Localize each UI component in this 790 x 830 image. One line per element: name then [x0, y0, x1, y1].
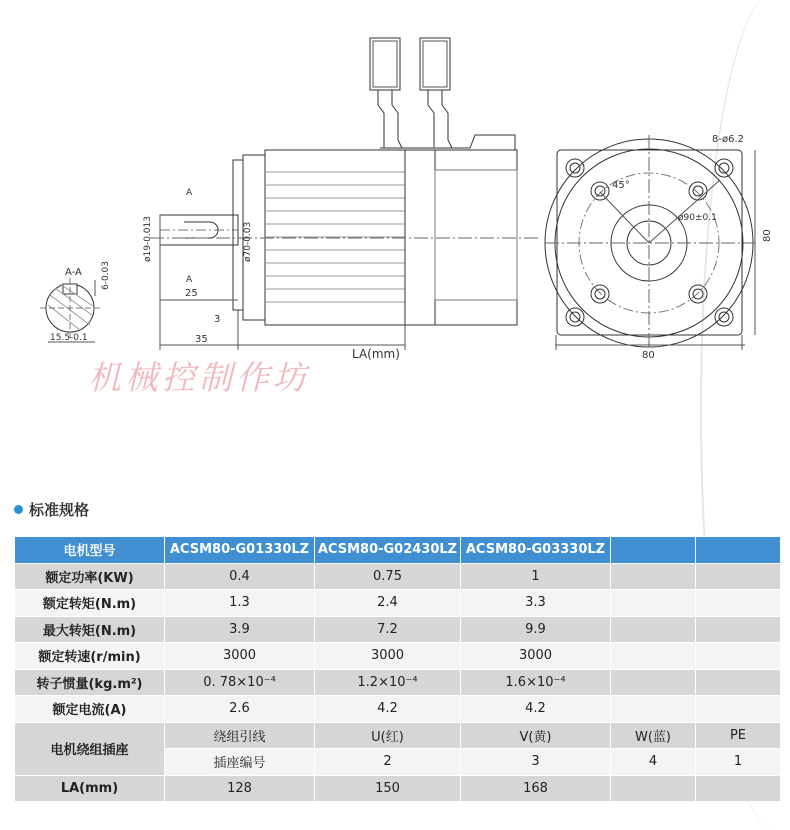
cell: 3.3 [461, 590, 611, 617]
cell: 0.4 [165, 563, 315, 590]
header-model-3: ACSM80-G03330LZ [461, 537, 611, 564]
cell: 3000 [461, 643, 611, 670]
cell: 绕组引线 [165, 722, 315, 749]
dim-section-label: A-A [65, 267, 82, 278]
cell: 3 [461, 749, 611, 776]
cell: U(红) [315, 722, 461, 749]
dimension-labels [50, 134, 773, 361]
row-label: 转子惯量(kg.m²) [15, 669, 165, 696]
dim-angle: 45° [612, 180, 630, 191]
cell: 1 [461, 563, 611, 590]
cell: V(黄) [461, 722, 611, 749]
dim-width: 80 [642, 350, 655, 361]
header-label: 电机型号 [15, 537, 165, 564]
cell [611, 563, 696, 590]
dim-shaft-depth: 15.5-0.1 [50, 333, 88, 343]
cell: 4.2 [315, 696, 461, 723]
cell [611, 775, 696, 802]
table-row [15, 643, 781, 670]
cell: 150 [315, 775, 461, 802]
table-row [15, 696, 781, 723]
cell: 1.2×10⁻⁴ [315, 669, 461, 696]
dim-spigot: ø70-0.03 [243, 221, 253, 262]
cell [611, 669, 696, 696]
header-model-4 [611, 537, 696, 564]
cell: 7.2 [315, 616, 461, 643]
table-row [15, 616, 781, 643]
cell: 1.6×10⁻⁴ [461, 669, 611, 696]
cell [696, 616, 781, 643]
section-title: 标准规格 [29, 500, 90, 519]
table-row [15, 775, 781, 802]
dim-key-len: 25 [185, 288, 198, 299]
cell: PE [696, 722, 781, 749]
row-label: 额定电流(A) [15, 696, 165, 723]
cell: 9.9 [461, 616, 611, 643]
cell: 128 [165, 775, 315, 802]
cell: W(蓝) [611, 722, 696, 749]
header-model-5 [696, 537, 781, 564]
cell: 0.75 [315, 563, 461, 590]
cell: 3.9 [165, 616, 315, 643]
cell: 1 [696, 749, 781, 776]
motor-side-view [150, 150, 540, 325]
cell [696, 669, 781, 696]
cell [696, 696, 781, 723]
cell [696, 643, 781, 670]
row-label: 最大转矩(N.m) [15, 616, 165, 643]
dim-flange: 3 [214, 314, 221, 325]
dim-section-mark-bottom: A [186, 275, 193, 285]
cell: 4.2 [461, 696, 611, 723]
dim-pcd: ø90±0.1 [678, 213, 717, 223]
cell: 2.4 [315, 590, 461, 617]
cell [696, 563, 781, 590]
cell: 2.6 [165, 696, 315, 723]
cell: 插座编号 [165, 749, 315, 776]
dim-section-mark-top: A [186, 188, 193, 198]
row-label: 额定功率(KW) [15, 563, 165, 590]
cell: 1.3 [165, 590, 315, 617]
cell [611, 643, 696, 670]
dim-shaft-dia: ø19-0.013 [143, 216, 153, 262]
shaft-section-view [40, 278, 100, 338]
cell: 4 [611, 749, 696, 776]
dim-height: 80 [762, 229, 773, 242]
dim-shaft-len: 35 [195, 334, 208, 345]
header-model-2: ACSM80-G02430LZ [315, 537, 461, 564]
table-header-row [15, 537, 781, 564]
cell: 3000 [315, 643, 461, 670]
table-row [15, 722, 781, 749]
motor-front-view [545, 135, 755, 350]
dim-total-len: LA(mm) [352, 347, 400, 361]
cell [611, 590, 696, 617]
table-row [15, 563, 781, 590]
cell [611, 616, 696, 643]
bullet-dot-icon [14, 505, 23, 514]
table-row [15, 590, 781, 617]
cell [696, 775, 781, 802]
spec-table [14, 536, 781, 802]
cell: 168 [461, 775, 611, 802]
table-row [15, 669, 781, 696]
dim-holes: 8-ø6.2 [712, 134, 744, 145]
watermark-text: 机械控制作坊 [88, 358, 310, 397]
cell [611, 696, 696, 723]
header-model-1: ACSM80-G01330LZ [165, 537, 315, 564]
cell: 3000 [165, 643, 315, 670]
row-label: 电机绕组插座 [15, 722, 165, 775]
cell: 2 [315, 749, 461, 776]
row-label: 额定转速(r/min) [15, 643, 165, 670]
motor-dimension-drawing [0, 0, 790, 400]
dim-keyway: 6-0.03 [101, 260, 111, 290]
cell: 0. 78×10⁻⁴ [165, 669, 315, 696]
row-label: LA(mm) [15, 775, 165, 802]
power-cables [370, 38, 515, 150]
row-label: 额定转矩(N.m) [15, 590, 165, 617]
cell [696, 590, 781, 617]
section-heading [14, 499, 89, 519]
